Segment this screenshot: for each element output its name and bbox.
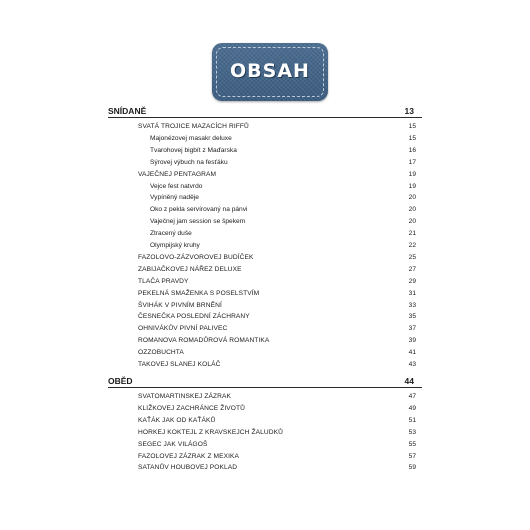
entry-page-number: 29 — [408, 277, 416, 285]
entry-title: HORKEJ KOKTEJL Z KRAVSKEJCH ŽALUDKŮ — [138, 428, 283, 436]
section-title: OBĚD — [108, 376, 133, 386]
entry-title: Sýrovej výbuch na fesťáku — [150, 158, 228, 166]
entry-page-number: 43 — [408, 361, 416, 368]
toc-entry — [0, 415, 530, 426]
entry-title: SVATOMARTINSKEJ ZÁZRAK — [138, 393, 231, 400]
entry-page-number: 17 — [408, 158, 416, 166]
entry-title: OZZOBUCHTA — [138, 349, 184, 357]
entry-page-number: 39 — [408, 337, 416, 345]
entry-page-number: 35 — [408, 313, 416, 321]
toc-subentry — [0, 145, 530, 156]
section-title: SNÍDANĚ — [108, 106, 147, 116]
entry-title: FAZOLOVO-ZÁZVOROVEJ BUDÍČEK — [138, 253, 254, 261]
toc-subentry — [0, 181, 530, 192]
entry-title: Vypíněný naděje — [150, 194, 199, 202]
toc-subentry — [0, 228, 530, 239]
entry-page-number: 51 — [408, 416, 416, 424]
entry-page-number: 19 — [408, 170, 416, 178]
entry-page-number: 49 — [408, 404, 416, 412]
section-heading — [0, 106, 530, 117]
toc-entry — [0, 169, 530, 180]
section-page-number: 13 — [404, 106, 414, 116]
entry-title: SVATÁ TROJICE MAZACÍCH RIFFŮ — [138, 123, 249, 130]
entry-page-number: 21 — [408, 230, 416, 238]
entry-title: Olympijský kruhy — [150, 242, 200, 249]
section-heading — [0, 376, 530, 387]
entry-page-number: 57 — [408, 452, 416, 460]
entry-title: ZABIJAČKOVEJ NÁŘEZ DELUXE — [138, 265, 242, 273]
toc-entry — [0, 439, 530, 450]
entry-title: FAZOLOVEJ ZÁZRAK Z MEXIKA — [138, 452, 240, 460]
toc-subentry — [0, 192, 530, 203]
toc-entry — [0, 323, 530, 334]
entry-page-number: 22 — [408, 242, 416, 249]
entry-title: SATANŮV HOUBOVEJ POKLAD — [138, 464, 238, 472]
entry-page-number: 25 — [408, 253, 416, 261]
toc-entry — [0, 276, 530, 287]
entry-page-number: 53 — [408, 428, 416, 436]
toc-entry — [0, 462, 530, 473]
toc-entry — [0, 121, 530, 132]
entry-page-number: 27 — [408, 265, 416, 273]
section-divider — [108, 117, 422, 118]
entry-title: Vejce fest natvrdo — [150, 182, 203, 190]
page-title: OBSAH — [230, 60, 310, 82]
section-divider — [108, 387, 422, 388]
toc-entry — [0, 300, 530, 311]
section-page-number: 44 — [404, 376, 414, 386]
toc-entry — [0, 403, 530, 414]
entry-page-number: 55 — [408, 440, 416, 448]
toc-subentry — [0, 204, 530, 215]
toc-entry — [0, 451, 530, 462]
denim-patch-badge — [212, 43, 328, 101]
entry-title: ŠVIHÁK V PIVNÍM BRNĚNÍ — [138, 301, 222, 309]
entry-title: Tvarohovej bigbít z Maďarska — [150, 146, 237, 154]
toc-entry — [0, 288, 530, 299]
toc-entry — [0, 391, 530, 402]
toc-entry — [0, 264, 530, 275]
entry-page-number: 20 — [408, 218, 416, 226]
entry-page-number: 41 — [408, 349, 416, 357]
entry-page-number: 37 — [408, 325, 416, 333]
entry-title: Vaječnej jam session se špekem — [150, 218, 246, 226]
entry-page-number: 31 — [408, 289, 416, 297]
toc-subentry — [0, 133, 530, 144]
entry-title: VAJEČNEJ PENTAGRAM — [138, 170, 217, 178]
entry-title: Ztracený duše — [150, 230, 192, 238]
entry-title: ROMANOVA ROMADŮROVÁ ROMANTIKA — [138, 337, 270, 345]
toc-entry — [0, 335, 530, 346]
toc-entry — [0, 359, 530, 370]
entry-title: ČESNEČKA POSLEDNÍ ZÁCHRANY — [138, 313, 250, 321]
entry-title: Majonézovej masakr deluxe — [150, 134, 232, 142]
entry-page-number: 15 — [408, 123, 416, 130]
toc-subentry — [0, 216, 530, 227]
entry-title: Oko z pekla servírovaný na pánvi — [150, 206, 248, 214]
entry-title: KAŤÁK JAK OD KAŤÁKŮ — [138, 416, 216, 424]
toc-entry — [0, 311, 530, 322]
entry-title: TAKOVEJ SLANEJ KOLÁČ — [138, 361, 221, 368]
entry-title: PEKELNÁ SMAŽENKA S POSELSTVÍM — [138, 289, 260, 297]
toc-entry — [0, 252, 530, 263]
entry-title: KLIŽKOVEJ ZACHRÁNCE ŽIVOTŮ — [138, 404, 246, 412]
entry-title: SEGEC JAK VILÁGOŠ — [138, 440, 208, 448]
toc-entry — [0, 427, 530, 438]
entry-page-number: 20 — [408, 206, 416, 214]
toc-entry — [0, 347, 530, 358]
entry-page-number: 15 — [408, 134, 416, 142]
entry-page-number: 19 — [408, 182, 416, 190]
toc-subentry — [0, 240, 530, 251]
toc-subentry — [0, 157, 530, 168]
entry-page-number: 59 — [408, 464, 416, 472]
entry-title: OHNIVÁKŮV PIVNÍ PALIVEC — [138, 325, 228, 333]
entry-title: TLAČA PRAVDY — [138, 277, 189, 285]
entry-page-number: 33 — [408, 301, 416, 309]
entry-page-number: 47 — [408, 393, 416, 400]
entry-page-number: 16 — [408, 146, 416, 154]
entry-page-number: 20 — [408, 194, 416, 202]
